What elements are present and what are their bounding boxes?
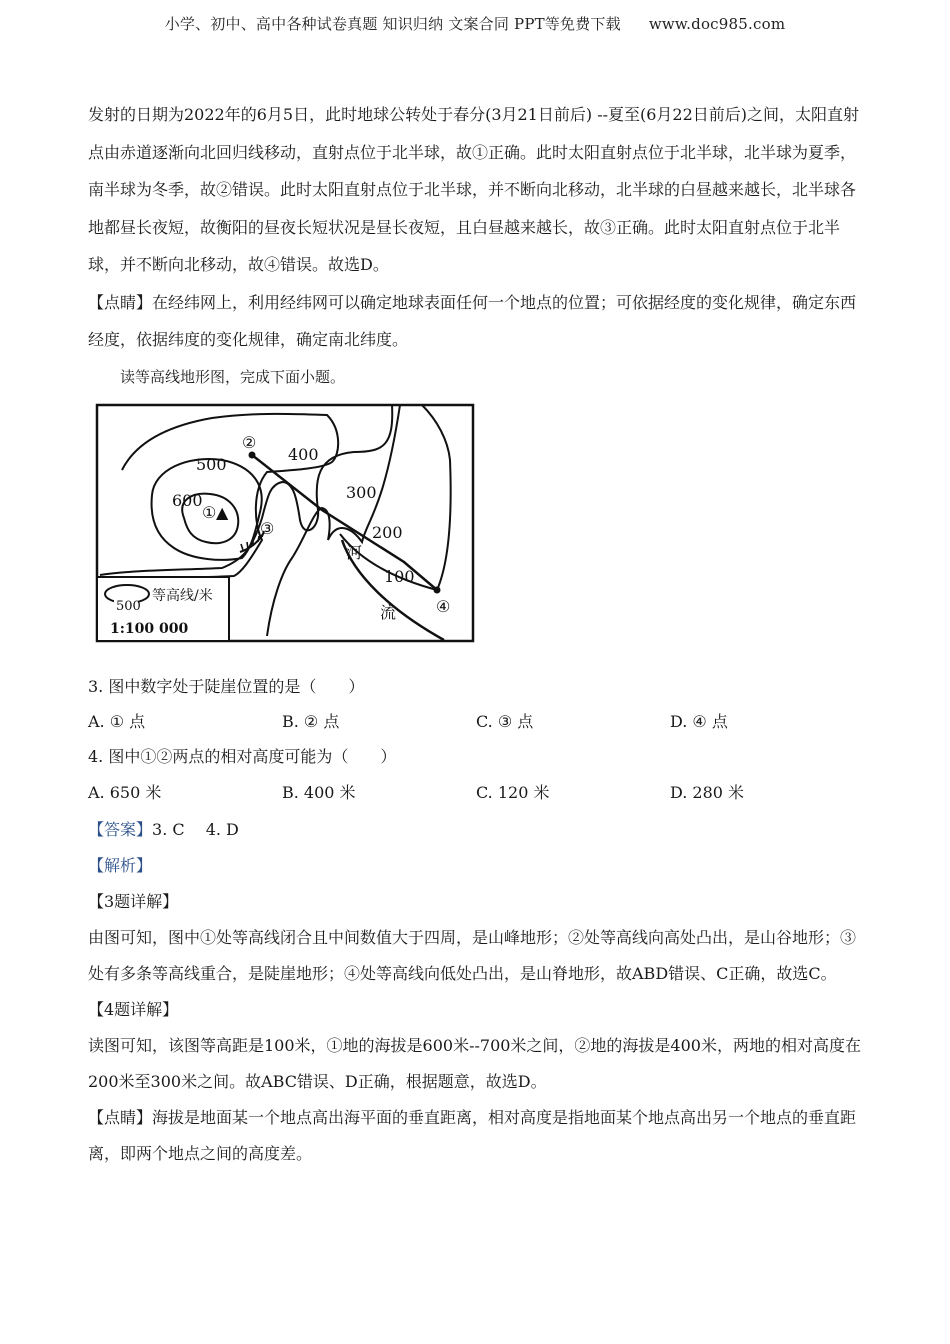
question-4-options xyxy=(88,780,868,804)
point-4-label: ④ xyxy=(436,597,451,616)
point-1-label: ① xyxy=(202,503,217,522)
question-3-stem: 3. 图中数字处于陡崖位置的是（ ） xyxy=(88,677,365,696)
point-4-dot xyxy=(434,587,441,594)
analysis-label: 【解析】 xyxy=(88,856,153,875)
answer-tip-label: 【点睛】 xyxy=(88,1108,153,1127)
answer-tip-text: 海拔是地面某一个地点高出海平面的垂直距离，相对高度是指地面某个地点高出另一个地点的垂直距离，即两个地点之间的高度差。 xyxy=(88,1108,857,1163)
contour-label-600: 600 xyxy=(172,491,203,510)
legend-text: 等高线/米 xyxy=(152,588,213,604)
point-2-dot xyxy=(249,452,256,459)
question-prompt: 读等高线地形图，完成下面小题。 xyxy=(120,367,346,386)
question-3-options xyxy=(88,709,868,733)
point-2-label: ② xyxy=(242,433,257,452)
q4-detail-label: 【4题详解】 xyxy=(88,1000,179,1019)
explanation-paragraph: 发射的日期为2022年的6月5日，此时地球公转处于春分(3月21日前后) --夏至(6月22日前后)之间，太阳直射点由赤道逐渐向北回归线移动，直射点位于北半球，故①正确。此时太阳直射点位于北半球，北半球为夏季，南半球为冬季，故②错误。此时太阳直射点位于北半球，并不断向北移动，北半球的白昼越来越长，北半球各地都昼长夜短，故衡阳的昼夜长短状况是昼长夜短，且白昼越来越长，故③正确。此时太阳直射点位于北半球，并不断向北移动，故④错误。故选D。 xyxy=(88,105,860,274)
q4-detail-text: 读图可知，该图等高距是100米，①地的海拔是600米--700米之间，②地的海拔是400米，两地的相对高度在200米至300米之间。故ABC错误、D正确，根据题意，故选D。 xyxy=(88,1036,861,1091)
tip-label: 【点睛】 xyxy=(88,292,153,312)
peak-icon: ▲ xyxy=(216,503,229,522)
header-title: 小学、初中、高中各种试卷真题 知识归纳 文案合同 PPT等免费下载 xyxy=(164,15,621,33)
river-label-1: 河 xyxy=(346,543,363,562)
q3-option-a: A. ① 点 xyxy=(88,712,146,731)
q3-option-d: D. ④ 点 xyxy=(670,712,728,731)
contour-map xyxy=(92,400,478,646)
legend-sample: 500 xyxy=(116,599,141,614)
contour-label-500: 500 xyxy=(196,455,227,474)
map-legend xyxy=(97,577,229,641)
contour-label-300: 300 xyxy=(346,483,377,502)
q3-detail-text: 由图可知，图中①处等高线闭合且中间数值大于四周，是山峰地形；②处等高线向高处凸出，是山谷地形；③处有多条等高线重合，是陡崖地形；④处等高线向低处凸出，是山脊地形，故ABD错误、C正确，故选C。 xyxy=(88,928,857,983)
q3-detail-label: 【3题详解】 xyxy=(88,892,179,911)
answer-section xyxy=(88,812,866,1172)
header-site: www.doc985.com xyxy=(648,15,786,33)
tip-text: 在经纬网上，利用经纬网可以确定地球表面任何一个地点的位置；可依据经度的变化规律，确定东西经度，依据纬度的变化规律，确定南北纬度。 xyxy=(88,292,857,349)
question-4-stem: 4. 图中①②两点的相对高度可能为（ ） xyxy=(88,747,397,766)
contour-label-100: 100 xyxy=(384,567,415,586)
q3-option-b: B. ② 点 xyxy=(282,712,340,731)
answer-label: 【答案】 xyxy=(88,820,153,839)
q4-option-c: C. 120 米 xyxy=(476,783,550,802)
answer-tip-paragraph xyxy=(88,1100,866,1172)
q4-option-a: A. 650 米 xyxy=(88,783,162,802)
river-label-2: 流 xyxy=(380,603,397,622)
contour-label-200: 200 xyxy=(372,523,403,542)
point-3-label: ③ xyxy=(260,519,275,538)
contour-label-400: 400 xyxy=(288,445,319,464)
page-header xyxy=(0,13,950,34)
q3-option-c: C. ③ 点 xyxy=(476,712,534,731)
answer-text: 3. C 4. D xyxy=(152,820,239,839)
map-scale: 1:100 000 xyxy=(110,621,189,637)
answer-line xyxy=(88,812,866,848)
q4-option-d: D. 280 米 xyxy=(670,783,745,802)
tip-paragraph xyxy=(88,284,866,359)
q4-option-b: B. 400 米 xyxy=(282,783,356,802)
intro-section xyxy=(88,96,866,396)
